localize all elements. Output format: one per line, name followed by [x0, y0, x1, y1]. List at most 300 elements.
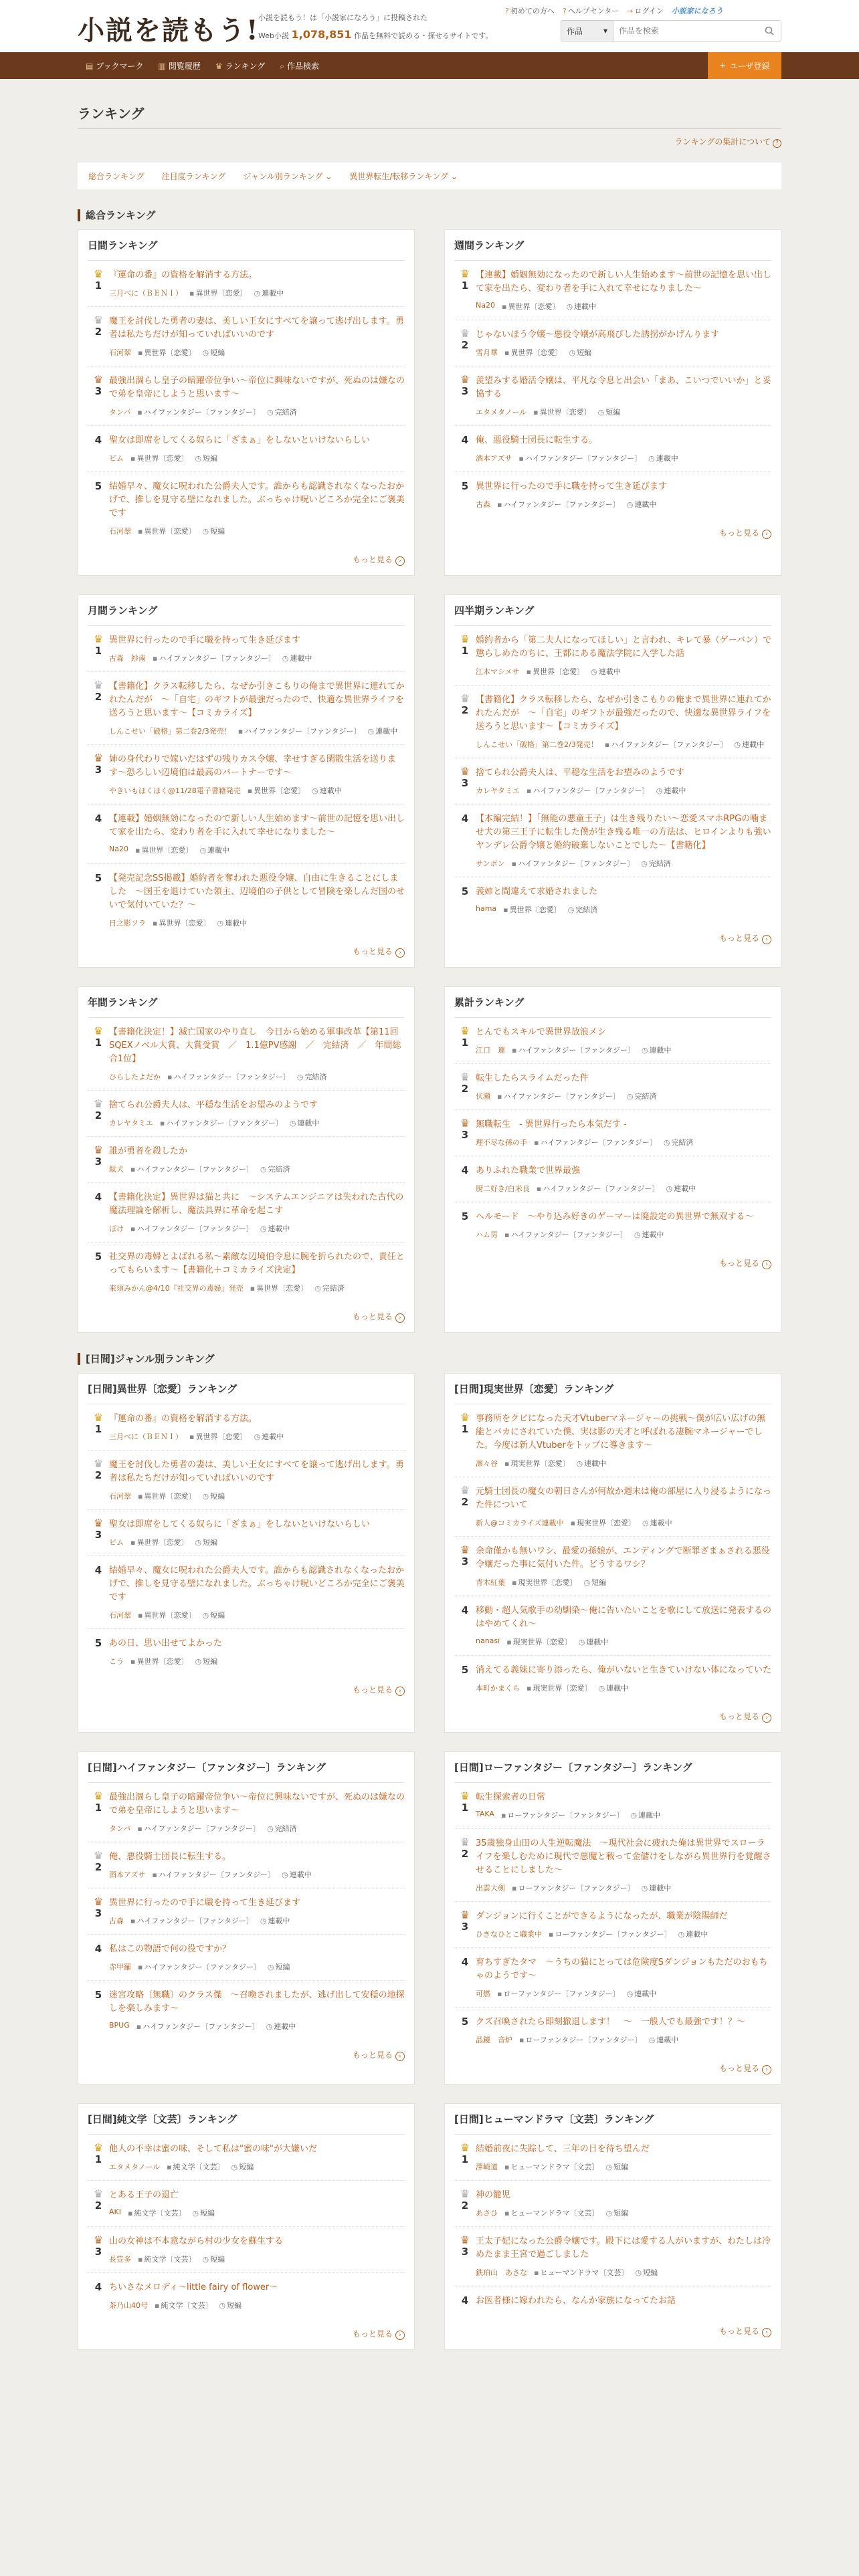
clock-icon: ◷ [641, 1884, 648, 1893]
novel-meta [109, 845, 405, 855]
question-circle-icon: ? [773, 139, 781, 148]
novel-title-link[interactable]: クズ召喚されたら即刻撤退します！ 〜 一般人でも最強です！？〜 [476, 2017, 745, 2027]
author-link[interactable]: タンバ [109, 1824, 131, 1833]
rank-number: 1 [94, 280, 102, 292]
rank-body [476, 1664, 771, 1693]
ranking-card [78, 1751, 415, 2084]
clock-icon: ◷ [576, 1459, 583, 1468]
author-link[interactable]: 駄犬 [109, 1165, 124, 1174]
rank-number: 4 [94, 813, 102, 825]
author-link[interactable]: 酒本アズサ [476, 454, 512, 463]
novel-title-link[interactable]: 【書籍化】クラス転移したら、なぜか引きこもりの俺まで異世界に連れてかれたんだが 〜「自宅」のギフトが最強だったので、快適な異世界ライフを送ろうと思います〜【コミカライズ】 [109, 681, 405, 718]
rank-body [476, 766, 771, 796]
novel-title-link[interactable]: じゃないほう令嬢〜悪役令嬢が高飛びした誘拐がかげんります [476, 330, 720, 340]
register-button[interactable]: + ユーザ登録 [708, 52, 781, 79]
author-link[interactable]: カレヤタミエ [476, 786, 520, 795]
ranking-item [88, 626, 405, 672]
rank-body [109, 813, 405, 855]
folder-icon: ▪ [570, 1519, 576, 1527]
tab-attention[interactable]: 注目度ランキング [161, 171, 226, 181]
novel-title-link[interactable]: 山の女神は不本意ながら村の少女を蘇生する [109, 2236, 284, 2246]
ranking-item [88, 2273, 405, 2319]
novel-title-link[interactable]: 王太子妃になった公爵令嬢です。殿下には愛する人がいますが、わたしは冷めたまま王宮で過ごしました [476, 2236, 771, 2260]
genre-label: ▪ 異世界〔恋愛〕 [247, 786, 306, 795]
ranking-item [454, 1018, 771, 1064]
nav-search[interactable]: ⌕ 作品検索 [280, 61, 320, 71]
rank-number: 4 [461, 2294, 469, 2306]
status-label: ◷ 連載中 [260, 1917, 290, 1925]
author-link[interactable]: エタメタノール [109, 2163, 161, 2171]
novel-title-link[interactable]: 聖女は即席をしてくる奴らに「ざまぁ」をしないといけないらしい [109, 435, 371, 445]
author-link[interactable]: 凛々谷 [476, 1459, 498, 1468]
crown-icon: ♛ [460, 765, 470, 778]
site-stats [258, 28, 492, 41]
header-link-login[interactable]: → ログイン [627, 7, 664, 15]
status-label: ◷ 完結済 [663, 1138, 694, 1147]
rank-position [88, 315, 109, 358]
more-link[interactable]: もっと見る › [88, 1301, 405, 1325]
author-link[interactable]: BPUG [109, 2021, 130, 2030]
novel-title-link[interactable]: 俺、悪役騎士団長に転生する。 [109, 1852, 231, 1862]
rank-number: 4 [461, 434, 469, 446]
author-link[interactable]: 江本マシメサ [476, 667, 520, 676]
author-link[interactable]: ビム [109, 1538, 124, 1547]
author-link[interactable]: しんこせい「破格」第二巻2/3発売！ [109, 727, 231, 736]
ranking-item [454, 2227, 771, 2286]
folder-icon: ▪ [512, 1884, 517, 1893]
rank-body [109, 2235, 405, 2264]
rank-number: 4 [94, 1943, 102, 1955]
folder-icon: ▪ [130, 1224, 136, 1233]
rank-position [88, 1099, 109, 1128]
genre-label: ▪ 現実世界〔恋愛〕 [570, 1519, 636, 1527]
novel-title-link[interactable]: 魔王を討伐した勇者の妻は、美しい王女にすべてを譲って逃げ出します。勇者は私たちだけが知っていればいいのです [109, 1460, 404, 1483]
novel-title-link[interactable]: 【連載】婚姻無効になったので新しい人生始めます〜前世の記憶を思い出して家を出たら、変わり者を手に入れて幸せになりました〜 [109, 814, 405, 837]
crown-icon: ♛ [93, 314, 104, 326]
novel-title-link[interactable]: 社交界の毒婦とよばれる私〜素敵な辺境伯令息に腕を折られたので、責任とってもらいます〜【書籍化＋コミカライズ決定】 [109, 1252, 405, 1275]
novel-title-link[interactable]: 他人の不幸は蜜の味、そして私は"蜜の味"が大嫌いだ [109, 2144, 317, 2154]
narou-link[interactable]: 小説家になろう [671, 7, 723, 15]
rank-position [88, 1518, 109, 1547]
novel-title-link[interactable]: 無職転生 - 異世界行ったら本気だす - [476, 1119, 627, 1130]
status-label: ◷ 連載中 [254, 1432, 284, 1441]
rank-position [454, 1026, 476, 1055]
ranking-list [88, 261, 405, 544]
rank-number: 2 [461, 2199, 469, 2212]
ranking-item [454, 1829, 771, 1902]
novel-title-link[interactable]: 【発売記念SS掲載】婚約者を奪われた悪役令嬢、自由に生きることにしました 〜国王を退けていた領主、辺境伯の子供として冒険を楽しんだ国のせいで気付いていた？〜 [109, 873, 405, 910]
novel-title-link[interactable]: 最強出涸らし皇子の暗躍帝位争い〜帝位に興味ないですが、死ぬのは嫌なので弟を皇帝にしようと思います〜 [109, 376, 405, 399]
status-label: ◷ 連載中 [656, 786, 686, 795]
folder-icon: ▪ [237, 727, 244, 736]
clock-icon: ◷ [634, 1230, 641, 1239]
genre-label: ▪ ハイファンタジー〔ファンタジー〕 [138, 1963, 261, 1971]
rank-body [109, 1145, 405, 1174]
rank-number: 2 [94, 326, 102, 338]
novel-title-link[interactable]: 婚約者から「第二夫人になってほしい」と言われ、キレて暴（ゲーバン）で懲らしめたのちに、王都にある魔法学院に入学した話 [476, 635, 772, 659]
rank-body [109, 269, 405, 298]
ranking-item [454, 261, 771, 320]
crown-icon: ♛ [460, 267, 470, 280]
rank-position [454, 766, 476, 796]
novel-meta [109, 918, 405, 928]
novel-title-link[interactable]: 私はこの物語で何の役ですか？ [109, 1944, 231, 1954]
author-link[interactable]: カレヤタミエ [109, 1119, 153, 1128]
header-link-beginners[interactable]: ? 初めての方へ [505, 7, 555, 15]
novel-title-link[interactable]: 聖女は即席をしてくる奴らに「ざまぁ」をしないといけないらしい [109, 1519, 371, 1529]
rank-body [476, 885, 771, 915]
novel-title-link[interactable]: 最強出涸らし皇子の暗躍帝位争い〜帝位に興味ないですが、死ぬのは嫌なので弟を皇帝にしようと思います〜 [109, 1792, 405, 1816]
rank-number: 1 [461, 1037, 469, 1049]
novel-title-link[interactable]: 元騎士団長の魔女の朝日さんが何故か週末は俺の部屋に入り浸るようになった件について [476, 1487, 772, 1510]
ranking-card-title: [日間]純文学〔文芸〕ランキング [88, 2104, 405, 2135]
rank-body [109, 1989, 405, 2032]
folder-icon: ▪ [511, 859, 516, 868]
more-link[interactable]: もっと見る › [88, 2040, 405, 2064]
more-link[interactable]: もっと見る › [454, 923, 771, 947]
author-link[interactable]: 古森 紗南 [109, 654, 146, 663]
nav-ranking[interactable]: ♛ ランキング [215, 61, 266, 71]
chevron-right-icon: › [395, 1687, 405, 1696]
rank-body [109, 1943, 405, 1972]
rank-position [454, 328, 476, 358]
author-link[interactable]: エタメタノール [476, 408, 527, 417]
clock-icon: ◷ [641, 1046, 648, 1055]
ranking-item [88, 1842, 405, 1889]
author-link[interactable]: 茶乃山40号 [109, 2301, 148, 2310]
rank-number: 1 [461, 280, 469, 292]
help-icon: ? [505, 7, 509, 15]
novel-title-link[interactable]: ちいさなメロディ〜little fairy of flower〜 [109, 2282, 278, 2292]
novel-title-link[interactable]: 捨てられ公爵夫人は、平穏な生活をお望みのようです [476, 768, 685, 778]
genre-label: ▪ 現実世界〔恋愛〕 [527, 1684, 592, 1693]
novel-title-link[interactable]: 【本編完結！】「無能の悪童王子」は生き残りたい〜恋愛スマホRPGの噛ませ犬の第三王子に転生した僕が生き残る唯一の方法は、ヒロインよりも強いヤンデレ公爵令嬢と婚約破棄しないことでした〜【書籍化】 [476, 814, 771, 851]
author-link[interactable]: nanasi [476, 1636, 500, 1645]
rank-number: 1 [94, 2153, 102, 2165]
genre-label: ▪ 異世界〔恋愛〕 [138, 1492, 196, 1501]
rank-body [109, 753, 405, 796]
novel-title-link[interactable]: 【連載】婚姻無効になったので新しい人生始めます〜前世の記憶を思い出して家を出たら、変わり者を手に入れて幸せになりました〜 [476, 270, 772, 294]
ranking-card [444, 229, 781, 576]
author-link[interactable]: 晶鏡 音炉 [476, 2036, 512, 2044]
ranking-tabs [78, 163, 781, 189]
clock-icon: ◷ [642, 1519, 649, 1527]
novel-title-link[interactable]: 育ちすぎたタマ 〜うちの猫にとっては危険度Sダンジョンもただのおもちゃのようです〜 [476, 1957, 768, 1981]
novel-title-link[interactable]: とある王子の退亡 [109, 2190, 179, 2200]
ranking-card [78, 2103, 415, 2350]
author-link[interactable]: 来須みかん@4/10『社交界の毒婦』発売 [109, 1284, 244, 1293]
status-label: ◷ 連載中 [626, 500, 657, 509]
more-link[interactable]: もっと見る › [454, 1248, 771, 1272]
novel-meta [476, 1577, 771, 1588]
novel-title-link[interactable]: 魔王を討伐した勇者の妻は、美しい王女にすべてを譲って逃げ出します。勇者は私たちだけが知っていればいいのです [109, 316, 404, 340]
rank-position [88, 269, 109, 298]
rank-body [476, 1210, 771, 1240]
author-link[interactable]: 石河翠 [109, 1492, 131, 1501]
ranking-grid [78, 1373, 781, 2350]
author-link[interactable]: 古森 [109, 1917, 124, 1925]
status-label: ◷ 連載中 [282, 654, 312, 663]
genre-label: ▪ ハイファンタジー〔ファンタジー〕 [534, 1138, 657, 1147]
rank-number: 3 [461, 1921, 469, 1933]
ranking-item [454, 1656, 771, 1701]
novel-title-link[interactable]: 誰が勇者を殺したか [109, 1146, 188, 1156]
tab-genre[interactable]: ジャンル別ランキング ⌄ [243, 171, 332, 181]
novel-title-link[interactable]: 異世界に行ったので手に職を持って生き延びます [109, 1898, 301, 1908]
novel-title-link[interactable]: ダンジョンに行くことができるようになったが、職業が陰陽師だ [476, 1911, 728, 1921]
rank-position [88, 872, 109, 928]
genre-label: ▪ ヒューマンドラマ〔文芸〕 [534, 2268, 629, 2277]
rank-number: 5 [94, 480, 102, 492]
genre-label: ▪ 純文学〔文芸〕 [138, 2255, 196, 2264]
search-category-select[interactable]: 作品 ▾ [561, 21, 613, 41]
author-link[interactable]: 伏瀬 [476, 1092, 490, 1101]
novel-title-link[interactable]: ありふれた職業で世界最強 [476, 1166, 581, 1176]
clock-icon: ◷ [734, 740, 741, 749]
ranking-item [88, 426, 405, 472]
clock-icon: ◷ [314, 1284, 321, 1293]
nav-bookmark[interactable]: ▤ ブックマーク [86, 61, 144, 71]
author-link[interactable]: 石河翠 [109, 348, 131, 357]
author-link[interactable]: 三月べに（ＢＥＮＩ） [109, 1432, 183, 1441]
ranking-item [454, 1902, 771, 1948]
author-link[interactable]: 石河翠 [109, 1611, 131, 1620]
ranking-item [454, 685, 771, 758]
genre-label: ▪ 異世界〔恋愛〕 [130, 1538, 189, 1547]
author-link[interactable]: タンバ [109, 408, 131, 417]
novel-title-link[interactable]: 羨望みする婚活令嬢は、平凡な令息と出会い「まあ、こいつでいいか」と妥協する [476, 376, 771, 399]
novel-title-link[interactable]: 異世界に行ったので手に職を持って生き延びます [476, 481, 668, 492]
clock-icon: ◷ [626, 1990, 634, 1998]
novel-title-link[interactable]: 35歳独身山田の人生逆転魔法 〜現代社会に疲れた俺は異世界でスローライフを楽しむために現代で悪魔と戦って金儲けをしながら異世界行を覚醒させることにしました〜 [476, 1838, 771, 1875]
chevron-right-icon: › [762, 1260, 771, 1269]
more-link[interactable]: もっと見る › [88, 544, 405, 568]
author-link[interactable]: 酒本アズサ [109, 1870, 146, 1879]
genre-label: ▪ 異世界〔恋愛〕 [504, 348, 563, 357]
folder-icon: ▪ [250, 1284, 256, 1293]
novel-meta [476, 785, 771, 796]
rank-number: 5 [461, 885, 469, 897]
novel-title-link[interactable]: 『運命の番』の資格を解消する方法。 [109, 1414, 258, 1424]
rank-body [476, 693, 771, 750]
status-label: ◷ 連載中 [634, 1230, 664, 1239]
novel-title-link[interactable]: お医者様に嫁われたら、なんか家族になってたお話 [476, 2296, 676, 2306]
novel-title-link[interactable]: 義姉と間違えて求婚されました [476, 887, 598, 897]
status-label: ◷ 短編 [635, 2268, 658, 2277]
author-link[interactable]: 本町かまくら [476, 1684, 520, 1693]
author-link[interactable]: 青木紅葉 [476, 1578, 505, 1587]
crown-icon: ♛ [93, 679, 104, 691]
author-link[interactable]: 鉄珀山 あさな [476, 2268, 527, 2277]
genre-label: ▪ ハイファンタジー〔ファンタジー〕 [136, 2022, 260, 2031]
author-link[interactable]: Na20 [476, 301, 495, 310]
crown-icon: ♛ [460, 2187, 470, 2200]
ranking-card [444, 986, 781, 1333]
author-link[interactable]: ビム [109, 454, 124, 463]
novel-title-link[interactable]: 異世界に行ったので手に職を持って生き延びます [109, 635, 301, 645]
novel-title-link[interactable]: 結婚前夜に失踪して、三年の日を待ち望んだ [476, 2144, 650, 2154]
author-link[interactable]: 厨二好き/白米良 [476, 1184, 530, 1193]
author-link[interactable]: しんこせい「破格」第二巻2/3発売！ [476, 740, 598, 749]
ranking-card-title: 月間ランキング [88, 595, 405, 626]
folder-icon: ▪ [504, 1230, 510, 1239]
author-link[interactable]: やきいもほくほく@11/28電子書籍発売 [109, 786, 241, 795]
author-link[interactable]: 理不尽な孫の手 [476, 1138, 527, 1147]
novel-title-link[interactable]: 迷宮攻略〔無職〕のクラス傑 〜召喚されましたが、逃げ出して安穏の地探しを楽しみます〜 [109, 1990, 405, 2014]
ranking-item [88, 2181, 405, 2227]
author-link[interactable]: hama [476, 904, 497, 913]
folder-icon: ▪ [127, 2209, 133, 2218]
novel-meta [476, 1229, 771, 1240]
status-label: ◷ 連載中 [626, 1990, 657, 1998]
genre-label: ▪ ローファンタジー〔ファンタジー〕 [497, 1990, 620, 1998]
novel-title-link[interactable]: あの日、思い出せてよかった [109, 1638, 223, 1648]
history-icon: ▥ [158, 61, 166, 71]
novel-title-link[interactable]: 捨てられ公爵夫人は、平穏な生活をお望みのようです [109, 1100, 318, 1110]
rank-body [109, 1412, 405, 1442]
rank-number: 3 [94, 1907, 102, 1919]
novel-meta [109, 653, 405, 663]
novel-title-link[interactable]: 【書籍化決定！】滅亡国家のやり直し 今日から始める軍事改革【第11回SQEXノベル大賞、大賞受賞 ／ 1.1億PV感謝 ／ 完結済 ／ 年間総合1位】 [109, 1027, 401, 1064]
rank-number: 5 [461, 1210, 469, 1222]
rank-number: 1 [461, 2153, 469, 2165]
search-button[interactable] [758, 21, 781, 41]
novel-meta [476, 2161, 771, 2172]
rank-position [454, 2143, 476, 2172]
ranking-item [88, 472, 405, 544]
author-link[interactable]: ひらしたよだか [109, 1073, 161, 1081]
folder-icon: ▪ [189, 289, 195, 298]
rank-number: 3 [94, 1156, 102, 1168]
author-link[interactable]: ぽけ [109, 1224, 124, 1233]
author-link[interactable]: 出雲大剣 [476, 1884, 505, 1893]
folder-icon: ▪ [130, 1657, 136, 1666]
clock-icon: ◷ [267, 1963, 274, 1971]
folder-icon: ▪ [130, 1538, 136, 1547]
author-link[interactable]: 石河翠 [109, 527, 131, 536]
author-link[interactable]: ハム男 [476, 1230, 498, 1239]
novel-meta [109, 1117, 405, 1128]
author-link[interactable]: 雪月華 [476, 348, 498, 357]
clock-icon: ◷ [605, 2163, 613, 2171]
novel-title-link[interactable]: 転生探索者の日常 [476, 1792, 546, 1802]
ranking-list [454, 1018, 771, 1248]
rank-number: 3 [461, 385, 469, 397]
novel-meta [476, 1137, 771, 1148]
rank-number: 5 [461, 1664, 469, 1676]
ranking-about-link[interactable]: ランキングの集計について ? [78, 136, 781, 148]
author-link[interactable]: あさひ [476, 2209, 498, 2218]
rank-position [454, 1604, 476, 1647]
header-link-help-center[interactable]: ? ヘルプセンター [562, 7, 619, 15]
novel-title-link[interactable]: 移動・超人気歌手の幼馴染〜俺に告いたいことを歌にして放送に発表するのはやめてくれ〜 [476, 1606, 772, 1629]
status-label: ◷ 連載中 [666, 1184, 696, 1193]
folder-icon: ▪ [138, 1963, 143, 1971]
author-link[interactable]: こう [109, 1657, 124, 1666]
novel-title-link[interactable]: 『運命の番』の資格を解消する方法。 [109, 270, 258, 280]
clock-icon: ◷ [641, 859, 648, 868]
novel-title-link[interactable]: 【書籍化】クラス転移したら、なぜか引きこもりの俺まで異世界に連れてかれたんだが 〜「自宅」のギフトが最強だったので、快適な異世界ライフを送ろうと思います〜【コミカライズ】 [476, 695, 771, 732]
novel-title-link[interactable]: 結婚早々、魔女に呪われた公爵夫人です。誰からも認識されなくなったおかげで、推しを見守る壁になれました。ぶっちゃけ呪いどころか完全にご褒美です [109, 481, 405, 518]
novel-title-link[interactable]: 神の籠児 [476, 2190, 511, 2200]
author-link[interactable]: TAKA [476, 1810, 494, 1818]
novel-meta [476, 1988, 771, 1999]
clock-icon: ◷ [289, 1119, 296, 1128]
ranking-item [88, 1183, 405, 1243]
novel-meta [476, 2208, 771, 2218]
nav-history[interactable]: ▥ 閲覧履歴 [158, 61, 201, 71]
author-link[interactable]: 澤崎道 [476, 2163, 498, 2171]
tab-overall[interactable]: 総合ランキング [88, 171, 145, 181]
folder-icon: ▪ [533, 408, 539, 417]
novel-title-link[interactable]: 消えてる義妹に寄り添ったら、俺がいないと生きていけない体になっていた [476, 1665, 772, 1675]
status-label: ◷ 連載中 [630, 1811, 661, 1820]
author-link[interactable]: 古森 [476, 500, 490, 509]
status-label: ◷ 連載中 [642, 1519, 672, 1527]
author-link[interactable]: ひきなひとこ職業中 [476, 1930, 542, 1939]
author-link[interactable]: 赤甲羅 [109, 1963, 131, 1971]
rank-position [88, 1897, 109, 1926]
more-link[interactable]: もっと見る › [88, 936, 405, 960]
ranking-card-title: [日間]異世界〔恋愛〕ランキング [88, 1374, 405, 1404]
novel-title-link[interactable]: 事務所をクビになった天才Vtuberマネージャーの挑戦〜僕が広い広げの無能とバカにされていた僕、実は影の天才と呼ばれる凄腕マネージャーでした。今度は新人Vtuberをトップに導きます〜 [476, 1414, 766, 1451]
status-label: ◷ 完結済 [260, 1165, 290, 1174]
novel-title-link[interactable]: 【書籍化決定】異世界は猫と共に 〜システムエンジニアは失われた古代の魔法理論を解析し、魔法具界に革命を起こす [109, 1192, 404, 1216]
more-link[interactable]: もっと見る › [454, 2053, 771, 2077]
tab-isekai[interactable]: 異世界転生/転移ランキング ⌄ [349, 171, 458, 181]
more-link[interactable]: もっと見る › [88, 1675, 405, 1699]
ranking-item [88, 1091, 405, 1137]
author-link[interactable]: 日之影ソラ [109, 919, 146, 928]
ranking-item [88, 307, 405, 366]
rank-position [454, 1837, 476, 1893]
author-link[interactable]: Na20 [109, 845, 128, 853]
novel-title-link[interactable]: ヘルモード 〜やり込み好きのゲーマーは廃設定の異世界で無双する〜 [476, 1212, 754, 1222]
folder-icon: ▪ [536, 1184, 542, 1193]
more-link[interactable]: もっと見る › [88, 2319, 405, 2343]
more-link[interactable]: もっと見る › [454, 518, 771, 542]
folder-icon: ▪ [504, 2163, 510, 2171]
novel-title-link[interactable]: 転生したらスライムだった件 [476, 1073, 589, 1083]
ranking-item [454, 1404, 771, 1477]
author-link[interactable]: 新人@コミカライズ連載中 [476, 1519, 564, 1527]
rank-position [454, 885, 476, 915]
novel-title-link[interactable]: 余命僅かも無いワシ、最愛の孫娘が、エンディングで断罪ざまぁされる悪役令嬢だった事に気付いた件。どうするワシ？ [476, 1546, 770, 1570]
more-link[interactable]: もっと見る › [454, 1701, 771, 1725]
novel-title-link[interactable]: 俺、悪役騎士団長に転生する。 [476, 435, 598, 445]
author-link[interactable]: サンボン [476, 859, 505, 868]
author-link[interactable]: 三月べに（ＢＥＮＩ） [109, 289, 183, 298]
novel-title-link[interactable]: 姉の身代わりで嫁いだはずの残りカス令嬢、幸せすぎる閑散生活を送ります〜恐ろしい辺境伯は最高のパートナーです〜 [109, 754, 397, 778]
author-link[interactable]: 長笠多 [109, 2255, 131, 2264]
author-link[interactable]: 江口 連 [476, 1046, 505, 1055]
author-link[interactable]: 可燃 [476, 1990, 490, 1998]
novel-meta [109, 1071, 405, 1082]
author-link[interactable]: AKI [109, 2208, 121, 2216]
crown-icon: ♛ [460, 1790, 470, 1802]
rank-body [476, 634, 771, 677]
question-icon: ? [562, 7, 567, 15]
rank-body [476, 1604, 771, 1647]
site-logo[interactable]: 小説を読もう! [78, 15, 260, 46]
more-link[interactable]: もっと見る › [454, 2316, 771, 2340]
folder-icon: ▪ [130, 1165, 136, 1174]
ranking-list [88, 2135, 405, 2319]
rank-body [109, 1191, 405, 1234]
novel-title-link[interactable]: とんでもスキルで異世界放浪メシ [476, 1027, 606, 1037]
search-input[interactable] [613, 21, 758, 41]
novel-title-link[interactable]: 結婚早々、魔女に呪われた公爵夫人です。誰からも認識されなくなったおかげで、推しを見守る壁になれました。ぶっちゃけ呪いどころか完全にご褒美です [109, 1566, 405, 1602]
